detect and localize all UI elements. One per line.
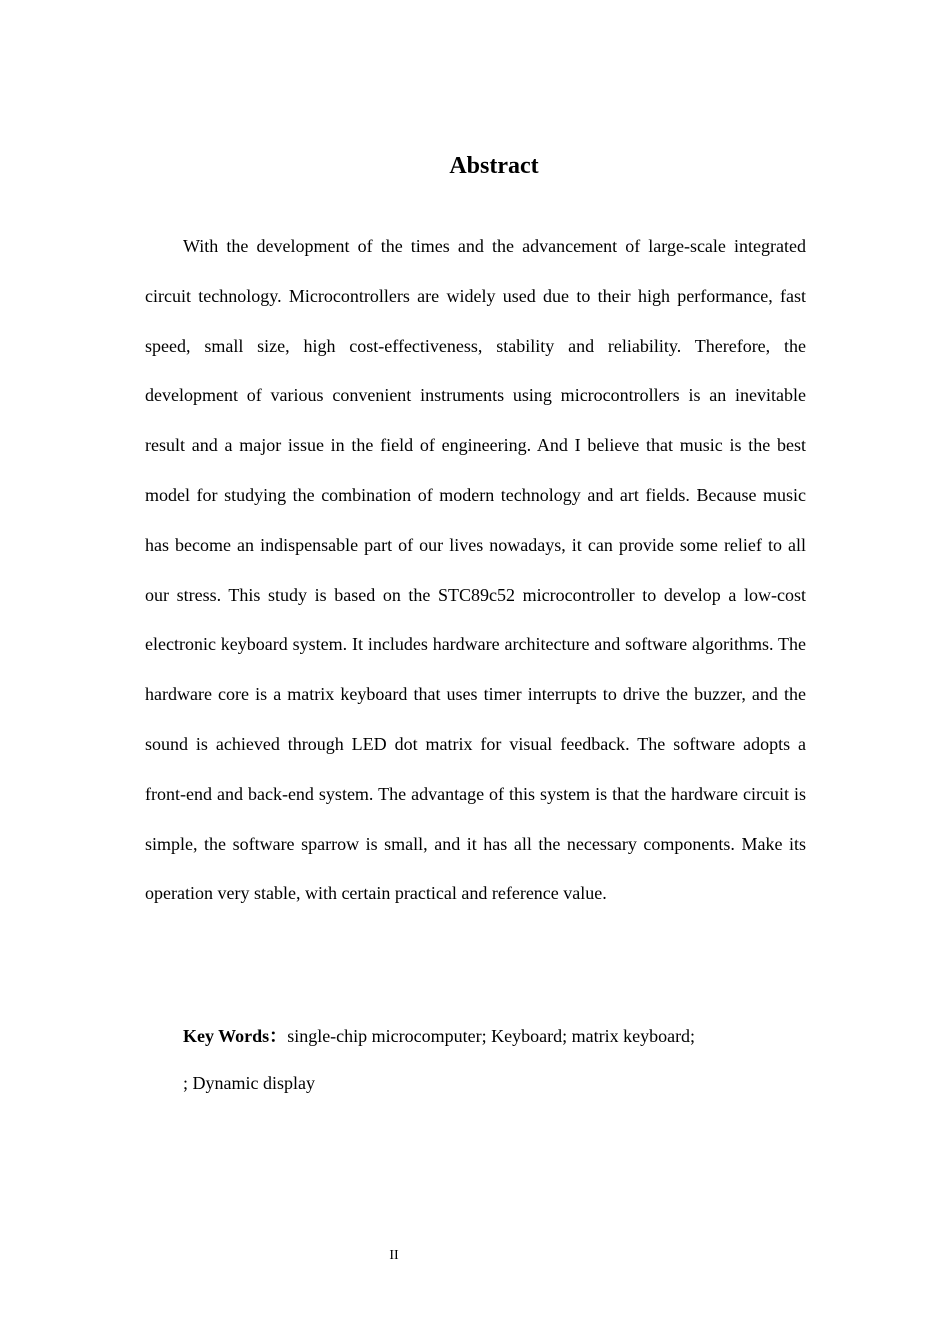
abstract-title: Abstract [449, 153, 539, 179]
page-number: II [389, 1248, 399, 1263]
abstract-paragraph: With the development of the times and the advancement of large-scale integrated circuit technology. Microcontrollers are widely used due to their high performance, fast speed, small size, high cost-effectiveness, stability and reliability. Therefore, the development of various convenient instruments using microcontrollers is an inevitable result and a major issue in the field of engineering. And I believe that music is the best model for studying the combination of modern technology and art fields. Because music has become an indispensable part of our lives nowadays, it can provide some relief to all our stress. This study is based on the STC89c52 microcontroller to develop a low-cost electronic keyboard system. It includes hardware architecture and software algorithms. The hardware core is a matrix keyboard that uses timer interrupts to drive the buzzer, and the sound is achieved through LED dot matrix for visual feedback. The software adopts a front-end and back-end system. The advantage of this system is that the hardware circuit is simple, the software sparrow is small, and it has all the necessary components. Make its operation very stable, with certain practical and reference value. [145, 236, 806, 904]
keywords-continuation: ; Dynamic display [183, 1073, 315, 1093]
keywords-label: Key Words： [183, 1026, 288, 1046]
keywords-section [183, 1013, 783, 1107]
keywords-line [183, 1013, 783, 1060]
keywords-text: single-chip microcomputer; Keyboard; matrix keyboard; [287, 1026, 696, 1046]
